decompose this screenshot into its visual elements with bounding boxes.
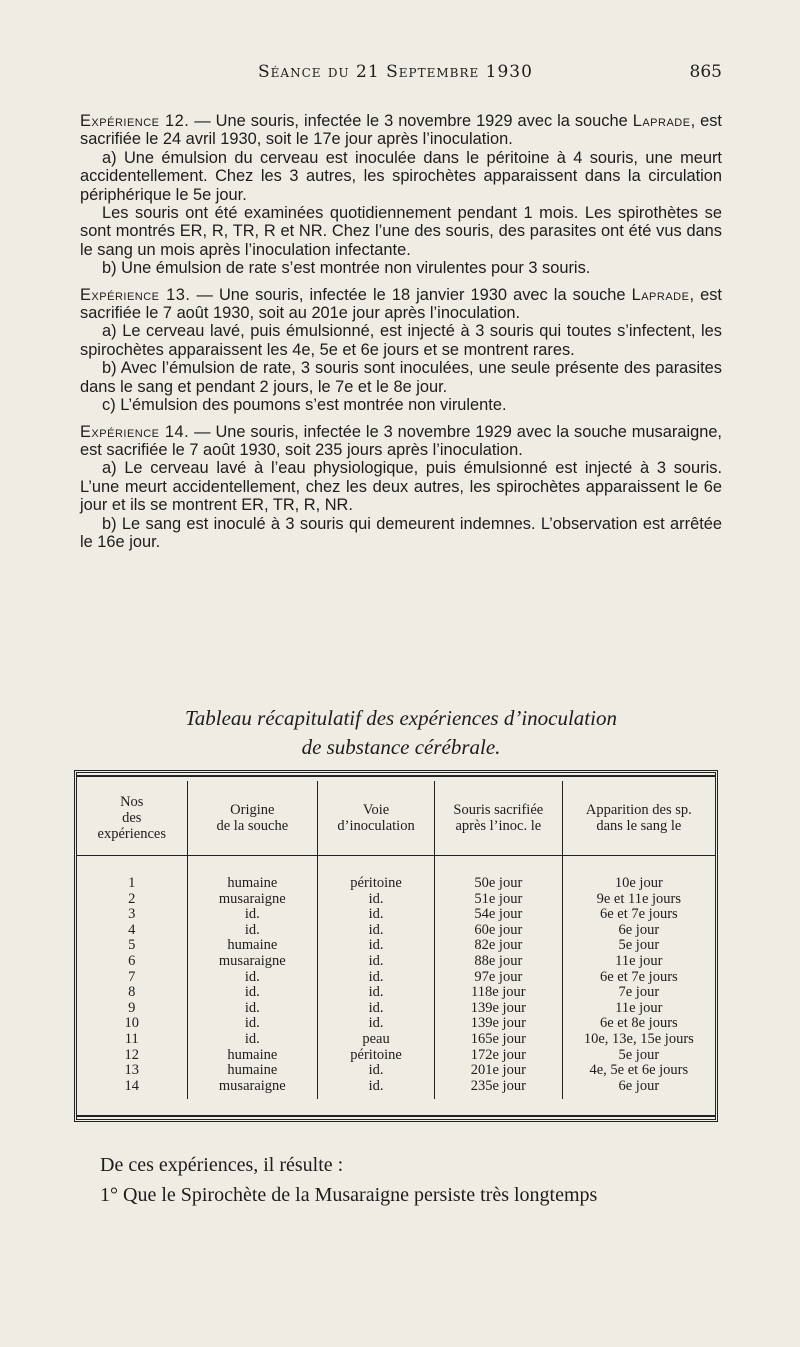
exp12-a: a) Une émulsion du cerveau est inoculée dans le péritoine à 4 souris, une meurt accidentellement. Chez les 3 autres, les spirochètes apparaissent dans la circulation périphérique le 5e jour. (80, 148, 722, 204)
table-caption-line1: Tableau récapitulatif des expériences d’inoculation (185, 706, 617, 730)
table-row: 9 id. id. 139e jour 11e jour (77, 1001, 715, 1017)
col-header-number: Nos des expériences (77, 781, 187, 856)
recap-table-frame (74, 770, 718, 1122)
exp13-label: Expérience 13. (80, 285, 191, 304)
table-row: 8 id. id. 118e jour 7e jour (77, 985, 715, 1001)
table-row: 3 id. id. 54e jour 6e et 7e jours (77, 907, 715, 923)
conclusion (100, 1150, 740, 1210)
table-row: 6 musaraigne id. 88e jour 11e jour (77, 954, 715, 970)
col-header-appearance: Apparition des sp. dans le sang le (562, 781, 715, 856)
page-number: 865 (689, 62, 722, 82)
exp12-strain: Laprade (632, 112, 691, 130)
table-row: 13 humaine id. 201e jour 4e, 5e et 6e jours (77, 1063, 715, 1079)
col-header-sacrificed: Souris sacrifiée après l’inoc. le (435, 781, 563, 856)
table-row: 5 humaine id. 82e jour 5e jour (77, 938, 715, 954)
col-header-origin: Origine de la souche (187, 781, 318, 856)
table-row: 4 id. id. 60e jour 6e jour (77, 923, 715, 939)
table-caption (80, 704, 722, 762)
running-header (0, 62, 800, 88)
exp12-b: b) Une émulsion de rate s’est montrée non virulentes pour 3 souris. (102, 259, 591, 278)
table-caption-line2: de substance cérébrale. (301, 735, 501, 759)
table-row: 14 musaraigne id. 235e jour 6e jour (77, 1079, 715, 1099)
body-text (80, 112, 722, 551)
table-row: 2 musaraigne id. 51e jour 9e et 11e jours (77, 892, 715, 908)
exp12-observation: Les souris ont été examinées quotidiennement pendant 1 mois. Les spirothètes se sont montrés ER, R, TR, R et NR. Chez l’une des souris, des parasites ont été vus dans le sang un mois après l’inoculation infectante. (80, 204, 722, 259)
exp12-intro: Expérience 12. — Une souris, infectée le 3 novembre 1929 avec la souche Laprade, est sacrifiée le 24 avril 1930, soit le 17e jour après l’inoculation. (80, 112, 722, 149)
table-row: 1 humaine péritoine 50e jour 10e jour (77, 876, 715, 892)
col-header-route: Voie d’inoculation (318, 781, 435, 856)
recap-table (77, 781, 715, 1099)
running-header-title: Séance du 21 Septembre 1930 (258, 62, 533, 82)
exp14-intro: Expérience 14. — Une souris, infectée le 3 novembre 1929 avec la souche musaraigne, est sacrifiée le 7 août 1930, soit 235 jours après l’inoculation. (80, 422, 722, 459)
table-spacer-row (77, 856, 715, 877)
conclusion-line1: De ces expériences, il résulte : (100, 1154, 344, 1176)
table-row: 7 id. id. 97e jour 6e et 7e jours (77, 970, 715, 986)
exp13-c: c) L’émulsion des poumons s’est montrée non virulente. (102, 396, 507, 415)
table-header-row (77, 781, 715, 856)
conclusion-line2: 1° Que le Spirochète de la Musaraigne persiste très longtemps (100, 1184, 598, 1206)
exp13-strain: Laprade (631, 285, 690, 304)
table-row: 11 id. peau 165e jour 10e, 13e, 15e jours (77, 1032, 715, 1048)
exp14-b: b) Le sang est inoculé à 3 souris qui demeurent indemnes. L’observation est arrêtée le 16e jour. (80, 514, 722, 551)
exp14-label: Expérience 14. (80, 422, 190, 441)
exp13-intro: Expérience 13. — Une souris, infectée le 18 janvier 1930 avec la souche Laprade, est sacrifiée le 7 août 1930, soit au 201e jour après l’inoculation. (80, 285, 722, 323)
table-row: 10 id. id. 139e jour 6e et 8e jours (77, 1016, 715, 1032)
exp13-a: a) Le cerveau lavé, puis émulsionné, est injecté à 3 souris qui toutes s’infectent, les spirochètes apparaissent les 4e, 5e et 6e jours et se montrent rares. (80, 322, 722, 359)
exp12-label: Expérience 12. (80, 112, 190, 130)
exp13-b: b) Avec l’émulsion de rate, 3 souris sont inoculées, une seule présente des parasites dans le sang et pendant 2 jours, le 7e et le 8e jour. (80, 359, 722, 396)
table-row: 12 humaine péritoine 172e jour 5e jour (77, 1048, 715, 1064)
exp14-a: a) Le cerveau lavé à l’eau physiologique, puis émulsionné est injecté à 3 souris. L’une meurt accidentellement, chez les deux autres, les spirochètes apparaissent le 6e jour et ils se montrent ER, TR, R, NR. (80, 459, 722, 515)
